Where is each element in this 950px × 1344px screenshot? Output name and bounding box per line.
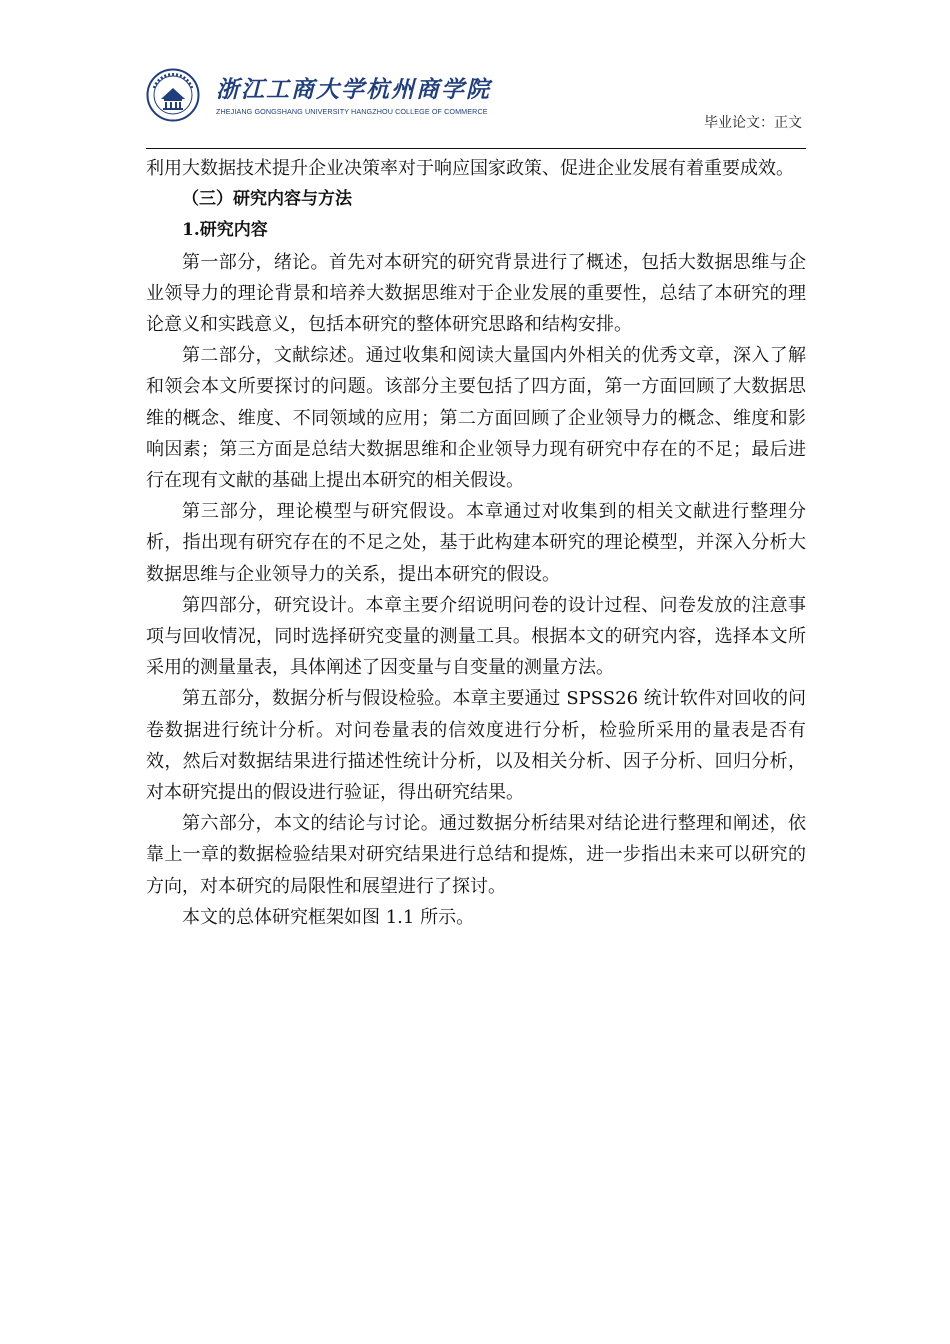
- paragraph-continuation: 利用大数据技术提升企业决策率对于响应国家政策、促进企业发展有着重要成效。: [146, 158, 794, 179]
- paragraph-part-five: 第五部分，数据分析与假设检验。本章主要通过 SPSS26 统计软件对回收的问卷数据进行统计分析。对问卷量表的信效度进行分析，检验所采用的量表是否有效，然后对数据结果进行描述性统计分析，以及相关分析、因子分析、回归分析，对本研究提出的假设进行验证，得出研究结果。: [146, 688, 806, 804]
- university-logo: [216, 76, 516, 116]
- paragraph-part-four: 第四部分，研究设计。本章主要介绍说明问卷的设计过程、问卷发放的注意事项与回收情况，同时选择研究变量的测量工具。根据本文的研究内容，选择本文所采用的测量量表，具体阐述了因变量与自变量的测量方法。: [146, 594, 806, 679]
- subsection-heading: 1.研究内容: [182, 220, 268, 241]
- paragraph-part-two: 第二部分，文献综述。通过收集和阅读大量国内外相关的优秀文章，深入了解和领会本文所要探讨的问题。该部分主要包括了四方面，第一方面回顾了大数据思维的概念、维度、不同领域的应用；第二方面回顾了企业领导力的概念、维度和影响因素；第三方面是总结大数据思维和企业领导力现有研究中存在的不足；最后进行在现有文献的基础上提出本研究的相关假设。: [146, 345, 806, 492]
- document-body: [146, 153, 806, 933]
- logo-chinese-name: 浙江工商大学杭州商学院: [216, 76, 491, 103]
- paragraph-part-one: 第一部分，绪论。首先对本研究的研究背景进行了概述，包括大数据思维与企业领导力的理论背景和培养大数据思维对于企业发展的重要性，总结了本研究的理论意义和实践意义，包括本研究的整体研究思路和结构安排。: [146, 251, 806, 336]
- paragraph-part-six: 第六部分，本文的结论与讨论。通过数据分析结果对结论进行整理和阐述，依靠上一章的数据检验结果对研究结果进行总结和提炼，进一步指出未来可以研究的方向，对本研究的局限性和展望进行了探讨。: [146, 813, 806, 897]
- section-heading: （三）研究内容与方法: [182, 189, 352, 210]
- page-header: [146, 62, 806, 150]
- header-divider: [146, 148, 806, 149]
- paragraph-framework-ref: 本文的总体研究框架如图 1.1 所示。: [182, 906, 475, 928]
- header-section-label: 毕业论文：正文: [704, 115, 802, 131]
- university-seal-icon: [146, 68, 200, 122]
- logo-english-name: ZHEJIANG GONGSHANG UNIVERSITY HANGZHOU COLLEGE OF COMMERCE: [216, 107, 488, 116]
- paragraph-part-three: 第三部分，理论模型与研究假设。本章通过对收集到的相关文献进行整理分析，指出现有研究存在的不足之处，基于此构建本研究的理论模型，并深入分析大数据思维与企业领导力的关系，提出本研究的假设。: [146, 501, 806, 585]
